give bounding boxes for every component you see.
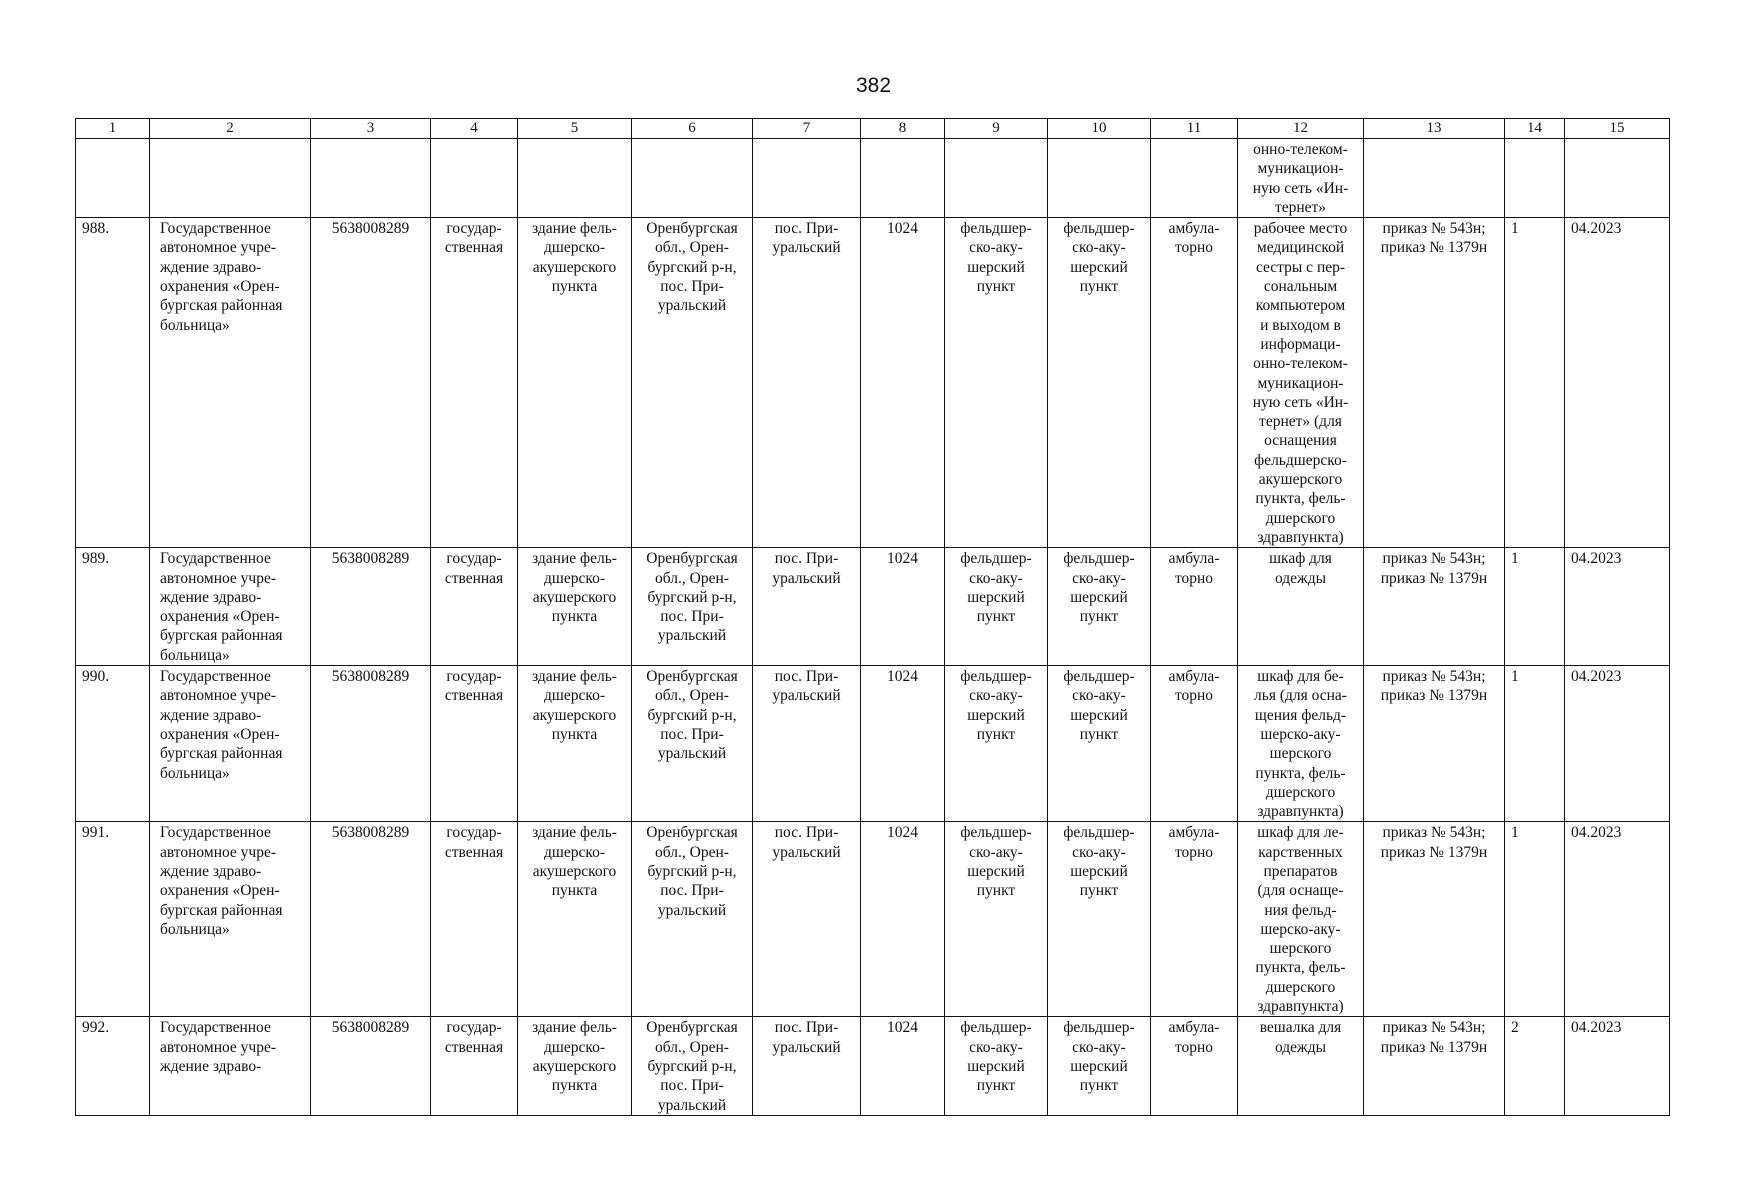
table-cell-col-10: фельдшер- ско-аку- шерский пункт (1048, 666, 1151, 822)
table-cell-col-7: пос. При- уральский (753, 1017, 861, 1115)
table-cell-col-7 (753, 139, 861, 218)
table-cell-col-6: Оренбургская обл., Орен- бургский р-н, пос. При- уральский (632, 1017, 753, 1115)
column-number-3: 3 (311, 119, 431, 139)
table-cell-col-4: государ- ственная (431, 822, 518, 1017)
table-cell-col-10: фельдшер- ско-аку- шерский пункт (1048, 218, 1151, 548)
table-cell-col-9: фельдшер- ско-аку- шерский пункт (945, 666, 1048, 822)
table-cell-col-8: 1024 (861, 822, 945, 1017)
table-cell-col-3: 5638008289 (311, 1017, 431, 1115)
table-cell-col-6 (632, 139, 753, 218)
table-cell-col-1: 991. (76, 822, 150, 1017)
table-row (76, 548, 1670, 666)
table-cell-col-2 (150, 139, 311, 218)
table-cell-col-10: фельдшер- ско-аку- шерский пункт (1048, 1017, 1151, 1115)
table-cell-col-8: 1024 (861, 218, 945, 548)
table-cell-col-12: рабочее место медицинской сестры с пер- сональным компьютером и выходом в информаци- онно-телеком- муникацион- ную сеть «Ин- тернет» (для оснащения фельдшерско- акушерского пункта, фель- дшерского здравпункта) (1238, 218, 1364, 548)
table-cell-col-6: Оренбургская обл., Орен- бургский р-н, пос. При- уральский (632, 666, 753, 822)
column-number-8: 8 (861, 119, 945, 139)
table-cell-col-7: пос. При- уральский (753, 666, 861, 822)
table-cell-col-4: государ- ственная (431, 666, 518, 822)
column-number-4: 4 (431, 119, 518, 139)
table-cell-col-9: фельдшер- ско-аку- шерский пункт (945, 1017, 1048, 1115)
table-cell-col-3: 5638008289 (311, 666, 431, 822)
table-cell-col-5: здание фель- дшерско- акушерского пункта (518, 666, 632, 822)
table-cell-col-14: 1 (1505, 548, 1565, 666)
table-cell-col-14: 2 (1505, 1017, 1565, 1115)
table-cell-col-12: онно-телеком- муникацион- ную сеть «Ин- тернет» (1238, 139, 1364, 218)
table-cell-col-1: 990. (76, 666, 150, 822)
table-cell-col-3 (311, 139, 431, 218)
column-number-10: 10 (1048, 119, 1151, 139)
table-cell-col-8 (861, 139, 945, 218)
table-cell-col-13 (1364, 139, 1505, 218)
table-cell-col-15 (1565, 139, 1670, 218)
column-number-9: 9 (945, 119, 1048, 139)
table-cell-col-3: 5638008289 (311, 218, 431, 548)
table-cell-col-2: Государственное автономное учре- ждение здраво- охранения «Орен- бургская районная больница» (150, 548, 311, 666)
table-cell-col-9: фельдшер- ско-аку- шерский пункт (945, 218, 1048, 548)
table-cell-col-5: здание фель- дшерско- акушерского пункта (518, 218, 632, 548)
column-number-1: 1 (76, 119, 150, 139)
table-cell-col-15: 04.2023 (1565, 548, 1670, 666)
table-cell-col-2: Государственное автономное учре- ждение здраво- охранения «Орен- бургская районная больница» (150, 822, 311, 1017)
column-number-14: 14 (1505, 119, 1565, 139)
column-number-13: 13 (1364, 119, 1505, 139)
table-cell-col-14: 1 (1505, 666, 1565, 822)
table-cell-col-12: вешалка для одежды (1238, 1017, 1364, 1115)
table-cell-col-11 (1151, 139, 1238, 218)
column-number-2: 2 (150, 119, 311, 139)
table-cell-col-1: 992. (76, 1017, 150, 1115)
table-cell-col-7: пос. При- уральский (753, 548, 861, 666)
table-cell-col-2: Государственное автономное учре- ждение здраво- охранения «Орен- бургская районная больница» (150, 666, 311, 822)
table-cell-col-11: амбула- торно (1151, 218, 1238, 548)
table-cell-col-12: шкаф для ле- карственных препаратов (для оснаще- ния фельд- шерско-аку- шерского пункта, фель- дшерского здравпункта) (1238, 822, 1364, 1017)
table-cell-col-9 (945, 139, 1048, 218)
table-cell-col-15: 04.2023 (1565, 822, 1670, 1017)
table-cell-col-9: фельдшер- ско-аку- шерский пункт (945, 822, 1048, 1017)
table-cell-col-5: здание фель- дшерско- акушерского пункта (518, 548, 632, 666)
table-cell-col-1 (76, 139, 150, 218)
table-cell-col-6: Оренбургская обл., Орен- бургский р-н, пос. При- уральский (632, 548, 753, 666)
table-cell-col-8: 1024 (861, 1017, 945, 1115)
table-cell-col-1: 989. (76, 548, 150, 666)
table-cell-col-11: амбула- торно (1151, 1017, 1238, 1115)
table-row (76, 218, 1670, 548)
column-number-15: 15 (1565, 119, 1670, 139)
table-cell-col-12: шкаф для бе- лья (для осна- щения фельд- шерско-аку- шерского пункта, фель- дшерского здравпункта) (1238, 666, 1364, 822)
table-cell-col-3: 5638008289 (311, 822, 431, 1017)
table-cell-col-15: 04.2023 (1565, 1017, 1670, 1115)
table-cell-col-11: амбула- торно (1151, 822, 1238, 1017)
table-cell-col-13: приказ № 543н; приказ № 1379н (1364, 666, 1505, 822)
table-cell-col-7: пос. При- уральский (753, 218, 861, 548)
table-cell-col-14: 1 (1505, 822, 1565, 1017)
table-cell-col-5 (518, 139, 632, 218)
table-cell-col-10 (1048, 139, 1151, 218)
table-cell-col-5: здание фель- дшерско- акушерского пункта (518, 1017, 632, 1115)
table-row (76, 666, 1670, 822)
table-cell-col-11: амбула- торно (1151, 666, 1238, 822)
table-cell-col-9: фельдшер- ско-аку- шерский пункт (945, 548, 1048, 666)
table-cell-col-13: приказ № 543н; приказ № 1379н (1364, 1017, 1505, 1115)
table-cell-col-14 (1505, 139, 1565, 218)
page-number: 382 (855, 74, 892, 97)
table-cell-col-14: 1 (1505, 218, 1565, 548)
table-cell-col-13: приказ № 543н; приказ № 1379н (1364, 548, 1505, 666)
table-cell-col-15: 04.2023 (1565, 218, 1670, 548)
table-cell-col-2: Государственное автономное учре- ждение здраво- (150, 1017, 311, 1115)
table-cell-col-4: государ- ственная (431, 548, 518, 666)
table-cell-col-11: амбула- торно (1151, 548, 1238, 666)
column-number-12: 12 (1238, 119, 1364, 139)
column-number-11: 11 (1151, 119, 1238, 139)
table-cell-col-8: 1024 (861, 548, 945, 666)
table-cell-col-1: 988. (76, 218, 150, 548)
table-row (76, 822, 1670, 1017)
column-number-row (76, 119, 1670, 139)
table-cell-col-4: государ- ственная (431, 218, 518, 548)
column-number-6: 6 (632, 119, 753, 139)
table-cell-col-10: фельдшер- ско-аку- шерский пункт (1048, 822, 1151, 1017)
table-cell-col-2: Государственное автономное учре- ждение здраво- охранения «Орен- бургская районная больница» (150, 218, 311, 548)
table-cell-col-4 (431, 139, 518, 218)
registry-table (75, 118, 1670, 1116)
table-cell-col-6: Оренбургская обл., Орен- бургский р-н, пос. При- уральский (632, 822, 753, 1017)
table-cell-col-4: государ- ственная (431, 1017, 518, 1115)
table-cell-col-15: 04.2023 (1565, 666, 1670, 822)
table-cell-col-3: 5638008289 (311, 548, 431, 666)
column-number-7: 7 (753, 119, 861, 139)
table-cell-col-5: здание фель- дшерско- акушерского пункта (518, 822, 632, 1017)
table-row (76, 139, 1670, 218)
column-number-5: 5 (518, 119, 632, 139)
table-cell-col-13: приказ № 543н; приказ № 1379н (1364, 218, 1505, 548)
table-row (76, 1017, 1670, 1115)
table-cell-col-6: Оренбургская обл., Орен- бургский р-н, пос. При- уральский (632, 218, 753, 548)
table-cell-col-8: 1024 (861, 666, 945, 822)
table-cell-col-13: приказ № 543н; приказ № 1379н (1364, 822, 1505, 1017)
table-cell-col-12: шкаф для одежды (1238, 548, 1364, 666)
table-cell-col-7: пос. При- уральский (753, 822, 861, 1017)
table-cell-col-10: фельдшер- ско-аку- шерский пункт (1048, 548, 1151, 666)
